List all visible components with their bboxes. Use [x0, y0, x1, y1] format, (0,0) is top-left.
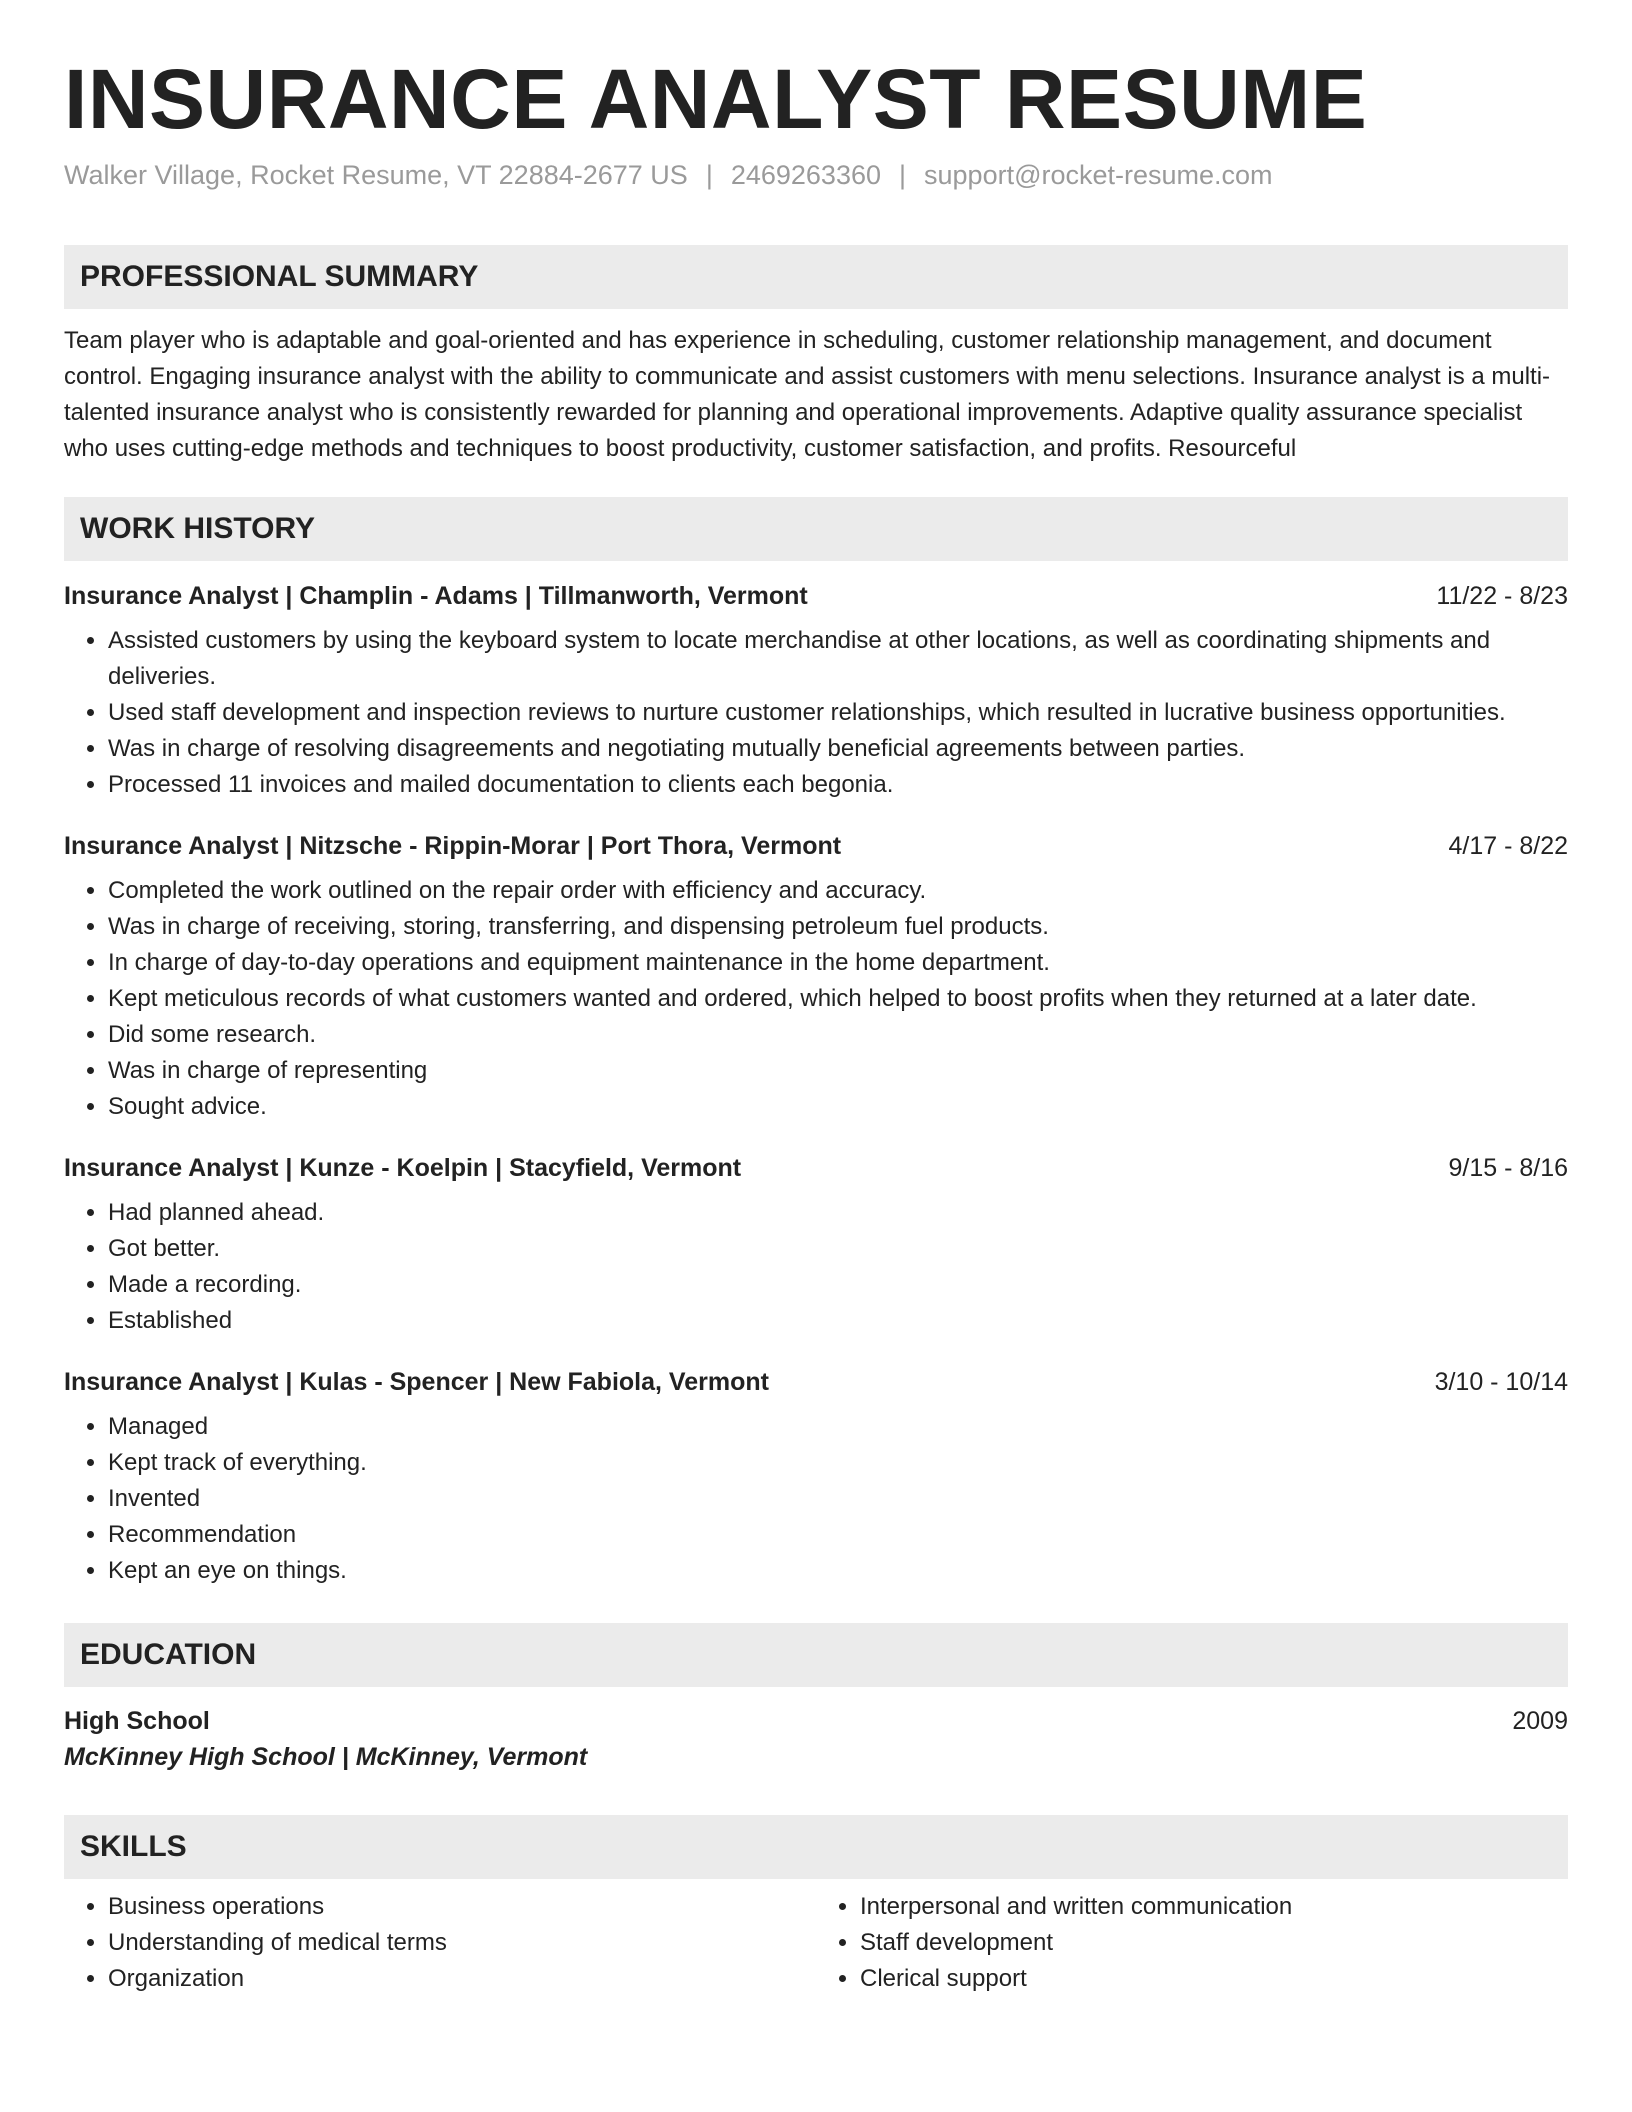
skills-columns: [64, 1889, 1568, 1997]
job-bullet: • Was in charge of representing: [108, 1053, 1568, 1089]
job-bullet: • Did some research.: [108, 1017, 1568, 1053]
job-bullet: • Assisted customers by using the keyboard system to locate merchandise at other locations, as well as coordinating shipments and deliveries.: [108, 623, 1568, 695]
skills-column-left: [64, 1889, 816, 1997]
job-header: [64, 1151, 1568, 1185]
job-bullet: • Got better.: [108, 1231, 1568, 1267]
job-dates: 3/10 - 10/14: [1434, 1368, 1568, 1397]
skills-list: [816, 1889, 1568, 1997]
job-bullet: • Kept an eye on things.: [108, 1553, 1568, 1589]
section-header-work-history: WORK HISTORY: [64, 497, 1568, 561]
skill-item: • Interpersonal and written communication: [860, 1889, 1568, 1925]
job-bullet: • Managed: [108, 1409, 1568, 1445]
job-dates: 9/15 - 8/16: [1448, 1154, 1568, 1183]
job-bullet: • Invented: [108, 1481, 1568, 1517]
skill-item: • Business operations: [108, 1889, 816, 1925]
skill-item: • Organization: [108, 1961, 816, 1997]
job-bullet: • Kept meticulous records of what customers wanted and ordered, which helped to boost profits when they returned at a later date.: [108, 981, 1568, 1017]
skill-item: • Clerical support: [860, 1961, 1568, 1997]
skills-column-right: [816, 1889, 1568, 1997]
job-bullet: • Completed the work outlined on the repair order with efficiency and accuracy.: [108, 873, 1568, 909]
skill-item: • Staff development: [860, 1925, 1568, 1961]
job-entry: [64, 829, 1568, 1125]
job-bullet: • Was in charge of receiving, storing, transferring, and dispensing petroleum fuel products.: [108, 909, 1568, 945]
contact-separator: |: [899, 160, 907, 191]
job-bullet: • Made a recording.: [108, 1267, 1568, 1303]
job-bullet: • Recommendation: [108, 1517, 1568, 1553]
contact-line: [64, 158, 1568, 193]
job-bullet: • Established: [108, 1303, 1568, 1339]
job-bullet-list: [64, 1195, 1568, 1339]
job-bullet: • Had planned ahead.: [108, 1195, 1568, 1231]
job-dates: 11/22 - 8/23: [1436, 582, 1568, 611]
job-title: Insurance Analyst | Nitzsche - Rippin-Morar | Port Thora, Vermont: [64, 832, 842, 861]
section-header-summary: PROFESSIONAL SUMMARY: [64, 245, 1568, 309]
contact-email: support@rocket-resume.com: [924, 160, 1273, 191]
job-header: [64, 1365, 1568, 1399]
job-bullet: • Used staff development and inspection reviews to nurture customer relationships, which resulted in lucrative business opportunities.: [108, 695, 1568, 731]
job-entry: [64, 1365, 1568, 1589]
section-header-education: EDUCATION: [64, 1623, 1568, 1687]
contact-phone: 2469263360: [730, 160, 881, 191]
job-bullet-list: [64, 623, 1568, 803]
job-bullet: • Was in charge of resolving disagreements and negotiating mutually beneficial agreements between parties.: [108, 731, 1568, 767]
job-title: Insurance Analyst | Kunze - Koelpin | Stacyfield, Vermont: [64, 1154, 742, 1183]
job-bullet-list: [64, 1409, 1568, 1589]
job-bullet: • In charge of day-to-day operations and equipment maintenance in the home department.: [108, 945, 1568, 981]
section-header-skills: SKILLS: [64, 1815, 1568, 1879]
job-title: Insurance Analyst | Champlin - Adams | Tillmanworth, Vermont: [64, 582, 808, 611]
job-title: Insurance Analyst | Kulas - Spencer | New Fabiola, Vermont: [64, 1368, 769, 1397]
skills-list: [64, 1889, 816, 1997]
education-row: [64, 1703, 1568, 1739]
contact-separator: |: [705, 160, 713, 191]
job-header: [64, 579, 1568, 613]
job-dates: 4/17 - 8/22: [1448, 832, 1568, 861]
job-bullet-list: [64, 873, 1568, 1125]
skill-item: • Understanding of medical terms: [108, 1925, 816, 1961]
summary-text: Team player who is adaptable and goal-oriented and has experience in scheduling, customer relationship management, and document control. Engaging insurance analyst with the ability to communicate and assist customers with menu selections. Insurance analyst is a multi-talented insurance analyst who is consistently rewarded for planning and operational improvements. Adaptive quality assurance specialist who uses cutting-edge methods and techniques to boost productivity, customer satisfaction, and profits. Resourceful: [64, 327, 1551, 463]
resume-title: INSURANCE ANALYST RESUME: [64, 52, 1368, 146]
job-header: [64, 829, 1568, 863]
education-degree: High School: [64, 1707, 210, 1736]
job-entry: [64, 1151, 1568, 1339]
job-bullet: • Sought advice.: [108, 1089, 1568, 1125]
education-year: 2009: [1512, 1707, 1568, 1736]
job-entry: [64, 579, 1568, 803]
job-bullet: • Kept track of everything.: [108, 1445, 1568, 1481]
contact-address: Walker Village, Rocket Resume, VT 22884-2677 US: [64, 160, 688, 191]
education-school: McKinney High School | McKinney, Vermont: [64, 1743, 588, 1772]
job-bullet: • Processed 11 invoices and mailed documentation to clients each begonia.: [108, 767, 1568, 803]
